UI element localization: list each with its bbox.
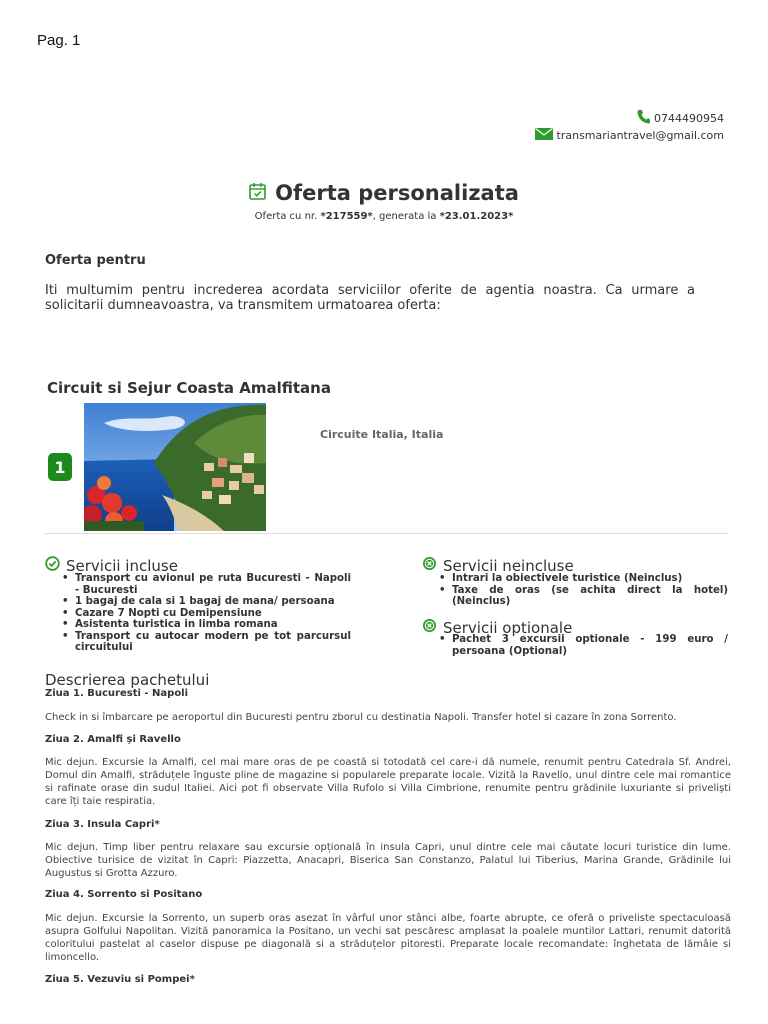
list-item: • Intrari la obiectivele turistice (Neinclus) — [422, 573, 728, 585]
phone-contact — [637, 109, 724, 127]
day-text: Mic dejun. Excursie la Amalfi, cel mai mare oras de pe coastă si totodată cel care-i dă numele, renumit pentru Catedrala Sf. Andrei, Domul din Amalfi, străduțele înguste pline de magazine si popularele preparate locale. Vizită la Ravello, unul dintre cele mai romantice si rafinate orase din sudul Italiei. Aici pot fi observate Villa Rufolo si Villa Cimbrione, renumite pentru grădinile luxuriante si priveliști care îți taie respiratia. — [45, 757, 731, 807]
list-item: • Pachet 3 excursii optionale - 199 euro / persoana (Optional) — [422, 634, 728, 657]
included-services-list — [45, 573, 351, 654]
offer-number: *217559* — [320, 211, 373, 222]
offer-title: Oferta personalizata — [275, 181, 519, 205]
offer-title-row — [0, 181, 768, 205]
list-item: • Asistenta turistica in limba romana — [45, 619, 351, 631]
included-services-title: Servicii incluse — [66, 556, 178, 575]
package-photo[interactable] — [84, 403, 266, 531]
envelope-icon — [535, 128, 553, 143]
day-heading: Ziua 5. Vezuviu si Pompei* — [45, 974, 195, 985]
offer-for-heading: Oferta pentru — [45, 253, 146, 268]
package-location: Circuite Italia, Italia — [320, 428, 444, 441]
description-heading: Descrierea pachetului — [45, 671, 210, 689]
page-number: Pag. 1 — [37, 32, 81, 49]
day-text: Check in si îmbarcare pe aeroportul din Bucuresti pentru zborul cu destinatia Napoli. Transfer hotel si cazare în zona Sorrento. — [45, 712, 677, 723]
offer-subtitle — [0, 211, 768, 222]
list-item: • Cazare 7 Nopti cu Demipensiune — [45, 608, 351, 620]
subtitle-prefix: Oferta cu nr. — [254, 211, 321, 222]
excluded-services-title: Servicii neincluse — [443, 556, 574, 575]
day-heading: Ziua 3. Insula Capri* — [45, 819, 160, 830]
phone-number[interactable]: 0744490954 — [654, 111, 724, 125]
phone-icon — [637, 109, 650, 127]
subtitle-mid: , generata la — [372, 211, 440, 222]
day-heading: Ziua 2. Amalfi și Ravello — [45, 734, 181, 745]
day-heading: Ziua 4. Sorrento si Positano — [45, 889, 203, 900]
intro-paragraph: Iti multumim pentru increderea acordata serviciilor oferite de agentia noastra. Ca urmare a solicitarii dumneavoastra, va transmitem urmatoarea oferta: — [45, 283, 695, 313]
list-item: • Transport cu avionul pe ruta Bucuresti - Napoli - Bucuresti — [45, 573, 351, 596]
list-item: • 1 bagaj de cala si 1 bagaj de mana/ persoana — [45, 596, 351, 608]
list-item: • Transport cu autocar modern pe tot parcursul circuitului — [45, 631, 351, 654]
calendar-check-icon — [249, 182, 266, 204]
excluded-services-list — [422, 573, 728, 608]
optional-services-list — [422, 634, 728, 657]
day-text: Mic dejun. Timp liber pentru relaxare sau excursie opțională în insula Capri, unul dintre cele mai căutate locuri turistice din lume. Obiective turisice de vizitat în Capri: Piazzetta, Anacapri, Biserica San Constanzo, Palatul lui Tiberius, Marina Grande, Grădinile lui Augustus si Grotta Azzuro. — [45, 842, 731, 879]
package-index-badge: 1 — [48, 453, 72, 481]
day-heading: Ziua 1. Bucuresti - Napoli — [45, 688, 189, 699]
day-text: Mic dejun. Excursie la Sorrento, un superb oras asezat în vârful unor stânci albe, foarte abrupte, ce oferă o priveliste spectaculoasă asupra Golfului Napolitan. Vizită panoramica la Positano, un vechi sat pescăresc amplasat la poalele muntilor Lattari, renumit datorită coloritului pastelat al caselor dispuse pe diagonală si a străduțelor pitoresti. Preparate locale recomandate: înghetata de lămâie si limoncello. — [45, 913, 731, 963]
package-title: Circuit si Sejur Coasta Amalfitana — [47, 379, 331, 397]
section-divider — [45, 533, 728, 534]
offer-date: *23.01.2023* — [439, 211, 514, 222]
optional-services-title: Servicii optionale — [443, 618, 573, 637]
email-address[interactable]: transmariantravel@gmail.com — [556, 129, 724, 142]
email-contact — [535, 128, 724, 143]
list-item: • Taxe de oras (se achita direct la hotel) (Neinclus) — [422, 585, 728, 608]
